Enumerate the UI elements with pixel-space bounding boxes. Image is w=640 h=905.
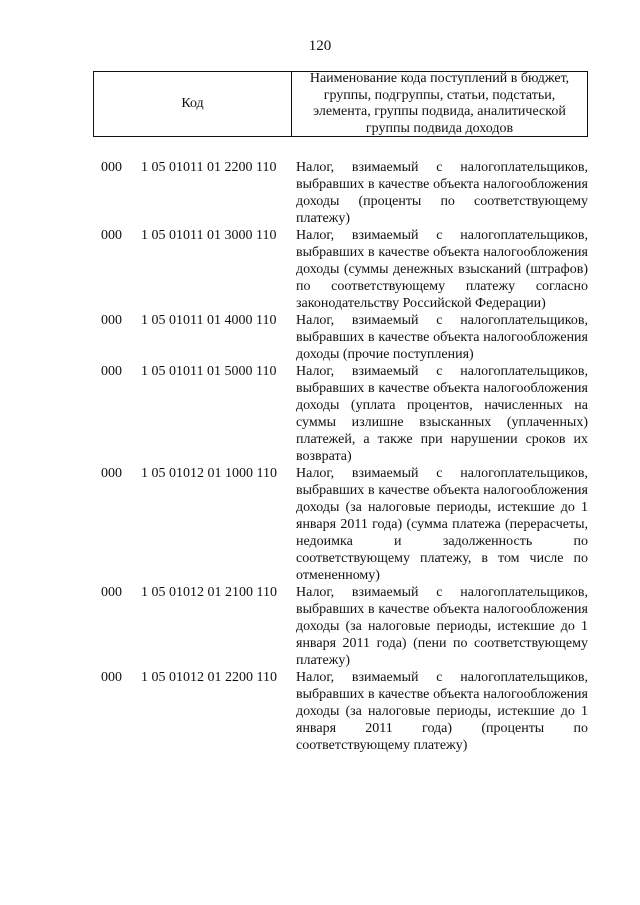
header-name-label: Наименование кода поступлений в бюджет, группы, подгруппы, статьи, подстатьи, элемента, группы подвида, аналитической группы подвида доходов [309, 71, 570, 136]
row-income-code: 1 05 01011 01 4000 110 [141, 313, 277, 328]
row-income-code: 1 05 01011 01 2200 110 [141, 160, 277, 175]
table-header [93, 71, 588, 137]
table-row [0, 363, 640, 465]
row-income-name: Налог, взимаемый с налогоплательщиков, выбравших в качестве объекта налогообложения доходы (проценты по соответствующему платежу) [296, 160, 588, 226]
page-number: 120 [308, 38, 332, 54]
row-income-code: 1 05 01012 01 2100 110 [141, 585, 277, 600]
row-admin-code: 000 [101, 160, 122, 175]
row-income-code: 1 05 01011 01 3000 110 [141, 228, 277, 243]
table-row [0, 584, 640, 669]
row-admin-code: 000 [101, 364, 122, 379]
row-income-code: 1 05 01012 01 2200 110 [141, 670, 277, 685]
table-row [0, 669, 640, 754]
header-code-cell [94, 72, 292, 136]
row-income-name: Налог, взимаемый с налогоплательщиков, выбравших в качестве объекта налогообложения доходы (за налоговые периоды, истекшие до 1 января 2011 года) (проценты по соответствующему платежу) [296, 670, 588, 753]
table-row [0, 465, 640, 584]
row-admin-code: 000 [101, 585, 122, 600]
row-admin-code: 000 [101, 228, 122, 243]
row-admin-code: 000 [101, 670, 122, 685]
row-admin-code: 000 [101, 313, 122, 328]
row-income-name: Налог, взимаемый с налогоплательщиков, выбравших в качестве объекта налогообложения доходы (суммы денежных взысканий (штрафов) по соответствующему платежу согласно законодательству Российской Федерации) [296, 228, 588, 311]
table-row [0, 312, 640, 363]
row-income-name: Налог, взимаемый с налогоплательщиков, выбравших в качестве объекта налогообложения доходы (прочие поступления) [296, 313, 588, 362]
row-income-code: 1 05 01011 01 5000 110 [141, 364, 277, 379]
header-name-cell [292, 72, 587, 136]
table-row [0, 159, 640, 227]
table-row [0, 227, 640, 312]
row-income-name: Налог, взимаемый с налогоплательщиков, выбравших в качестве объекта налогообложения доходы (за налоговые периоды, истекшие до 1 января 2011 года) (пени по соответствующему платежу) [296, 585, 588, 668]
row-income-code: 1 05 01012 01 1000 110 [141, 466, 277, 481]
income-code-list [0, 159, 640, 754]
row-income-name: Налог, взимаемый с налогоплательщиков, выбравших в качестве объекта налогообложения доходы (за налоговые периоды, истекшие до 1 января 2011 года) (сумма платежа (перерасчеты, недоимка и задолженность по соответствующему платежу, в том числе по отмененному) [296, 466, 588, 583]
row-income-name: Налог, взимаемый с налогоплательщиков, выбравших в качестве объекта налогообложения доходы (уплата процентов, начисленных на суммы излишне взысканных (уплаченных) платежей, а также при нарушении сроков их возврата) [296, 364, 588, 464]
header-code-label: Код [181, 96, 204, 111]
row-admin-code: 000 [101, 466, 122, 481]
